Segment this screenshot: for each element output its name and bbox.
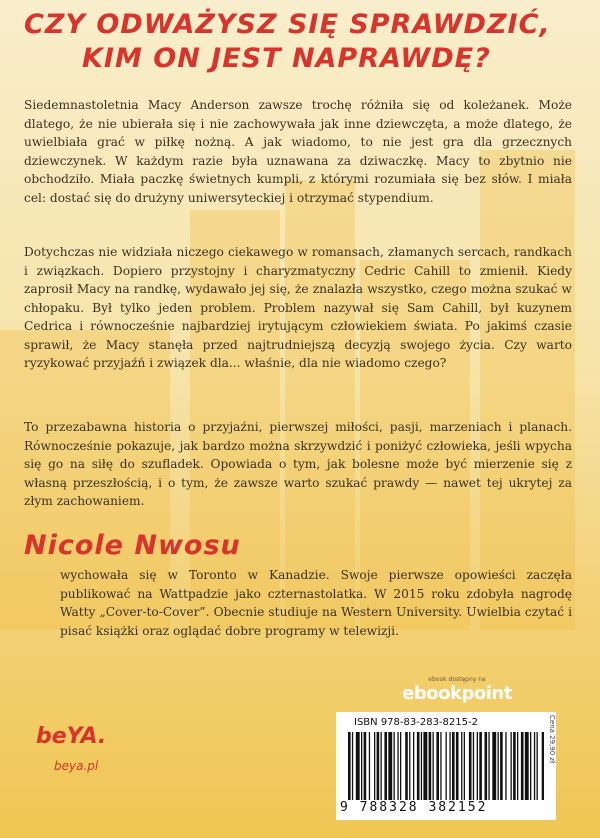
barcode-icon bbox=[348, 732, 544, 800]
price-label: Cena 29,90 zł bbox=[548, 715, 556, 764]
cover-headline bbox=[24, 8, 584, 76]
background-building bbox=[480, 150, 575, 630]
blurb-paragraph-3: To przezabawna historia o przyjaźni, pierwszej miłości, pasji, marzeniach i planach. Równocześnie pokazuje, jak bardzo można skrzywdzić i poniżyć człowieka, jeśli wpycha się go na siłę do szufladek. Opowiada o tym, jak bolesne może być mierzenie się z własną przeszłością, i o tym, że zawsze warto szukać prawdy — nawet tej ukrytej za złym zachowaniem. bbox=[24, 420, 572, 508]
ebookpoint-logo-part-1: ebook bbox=[402, 683, 462, 704]
blurb-paragraph-2: Dotychczas nie widziała niczego ciekawego w romansach, złamanych sercach, randkach i związkach. Dopiero przystojny i charyzmatyczny Cedric Cahill to zmienił. Kiedy zaprosił Macy na randkę, wydawało jej się, że znalazła wszystko, czego można szukać w chłopaku. Był tylko jeden problem. Problem nazywał się Sam Cahill, był kuzynem Cedrica i równocześnie najbardziej irytującym człowiekiem świata. Po jakimś czasie sprawił, że Macy stanęła przed najtrudniejszą decyzją swojego życia. Czy warto ryzykować przyjaźń i związek dla... właśnie, dla nie wiadomo czego? bbox=[24, 245, 572, 370]
ebookpoint-logo-part-2: point bbox=[461, 683, 512, 704]
isbn-text: ISBN 978-83-283-8215-2 bbox=[354, 717, 478, 728]
ebook-available-label: ebook dostępny na bbox=[428, 676, 486, 683]
barcode-digits: 9 788328 382152 bbox=[340, 800, 488, 815]
publisher-url: beya.pl bbox=[54, 759, 99, 773]
blurb-paragraph-1: Siedemnastoletnia Macy Anderson zawsze trochę różniła się od koleżanek. Może dlatego, że nie ubierała się i nie zachowywała jak inne dziewczęta, a może dlatego, że uwielbiała grać w piłkę nożną. A jak wiadomo, to nie jest gra dla grzecznych dziewczynek. W każdym razie była uznawana za dziwaczkę. Macy to zbytnio nie obchodziło. Miała paczkę świetnych kumpli, z którymi rozumiała się bez słów. I miała cel: dostać się do drużyny uniwersyteckiej i otrzymać stypendium. bbox=[24, 98, 572, 205]
publisher-logo: beYA. bbox=[36, 724, 107, 749]
headline-line-2: KIM ON JEST NAPRAWDĘ? bbox=[82, 43, 491, 74]
barcode-panel bbox=[336, 712, 556, 820]
author-bio: wychowała się w Toronto w Kanadzie. Swoje pierwsze opowieści zaczęła publikować na Wattpadzie jako czternastolatka. W 2015 roku zdobyła nagrodę Watty „Cover-to-Cover”. Obecnie studiuje na Western University. Uwielbia czytać i pisać książki oraz oglądać dobre programy w telewizji. bbox=[60, 568, 572, 638]
ebookpoint-badge bbox=[402, 676, 512, 704]
ebookpoint-logo bbox=[402, 683, 512, 704]
author-name: Nicole Nwosu bbox=[24, 530, 241, 561]
headline-line-1: CZY ODWAŻYSZ SIĘ SPRAWDZIĆ, bbox=[24, 9, 551, 40]
